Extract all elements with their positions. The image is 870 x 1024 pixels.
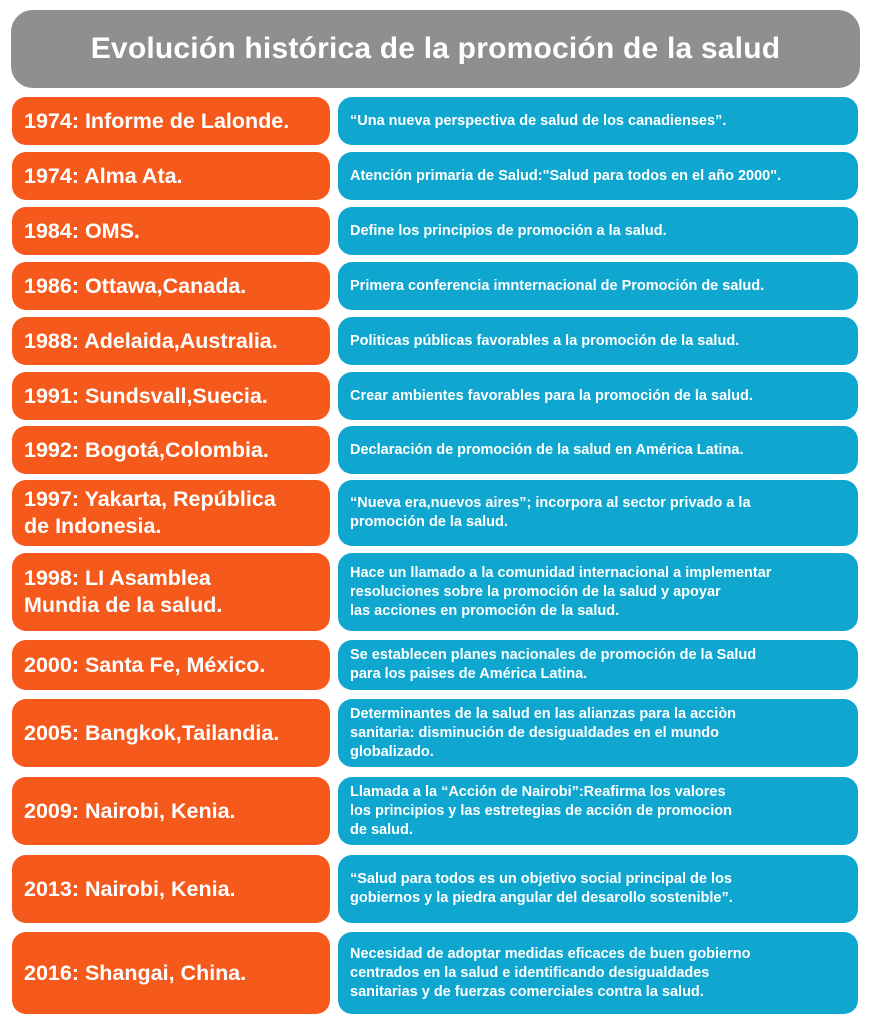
event-description: “Salud para todos es un objetivo social principal de los gobiernos y la piedra angular del desarollo sostenible”.	[338, 855, 858, 923]
event-description: Llamada a la “Acción de Nairobi”:Reafirma los valores los principios y las estretegias de acción de promocion de salud.	[338, 777, 858, 845]
event-label: 1974: Alma Ata.	[12, 152, 330, 200]
event-description: Determinantes de la salud en las alianzas para la acciòn sanitaria: disminución de desigualdades en el mundo globalizado.	[338, 699, 858, 767]
event-label: 1986: Ottawa,Canada.	[12, 262, 330, 310]
event-label: 2013: Nairobi, Kenia.	[12, 855, 330, 923]
event-description: Hace un llamado a la comunidad internacional a implementar resoluciones sobre la promoción de la salud y apoyar las acciones en promoción de la salud.	[338, 553, 858, 631]
page-title: Evolución histórica de la promoción de la salud	[11, 10, 860, 88]
event-label: 2016: Shangai, China.	[12, 932, 330, 1014]
event-description: Declaración de promoción de la salud en América Latina.	[338, 426, 858, 474]
event-label: 1992: Bogotá,Colombia.	[12, 426, 330, 474]
event-description: Crear ambientes favorables para la promoción de la salud.	[338, 372, 858, 420]
event-label: 1997: Yakarta, República de Indonesia.	[12, 480, 330, 546]
event-description: Primera conferencia imnternacional de Promoción de salud.	[338, 262, 858, 310]
event-label: 1984: OMS.	[12, 207, 330, 255]
event-description: Politicas públicas favorables a la promoción de la salud.	[338, 317, 858, 365]
event-label: 1974: Informe de Lalonde.	[12, 97, 330, 145]
event-label: 2000: Santa Fe, México.	[12, 640, 330, 690]
event-label: 1988: Adelaida,Australia.	[12, 317, 330, 365]
event-label: 1991: Sundsvall,Suecia.	[12, 372, 330, 420]
event-description: “Nueva era,nuevos aires”; incorpora al sector privado a la promoción de la salud.	[338, 480, 858, 546]
event-description: Se establecen planes nacionales de promoción de la Salud para los paises de América Latina.	[338, 640, 858, 690]
event-label: 2009: Nairobi, Kenia.	[12, 777, 330, 845]
event-description: Define los principios de promoción a la salud.	[338, 207, 858, 255]
event-label: 2005: Bangkok,Tailandia.	[12, 699, 330, 767]
event-description: Atención primaria de Salud:"Salud para todos en el año 2000".	[338, 152, 858, 200]
event-description: Necesidad de adoptar medidas eficaces de buen gobierno centrados en la salud e identificando desigualdades sanitarias y de fuerzas comerciales contra la salud.	[338, 932, 858, 1014]
event-label: 1998: LI Asamblea Mundia de la salud.	[12, 553, 330, 631]
event-description: “Una nueva perspectiva de salud de los canadienses”.	[338, 97, 858, 145]
